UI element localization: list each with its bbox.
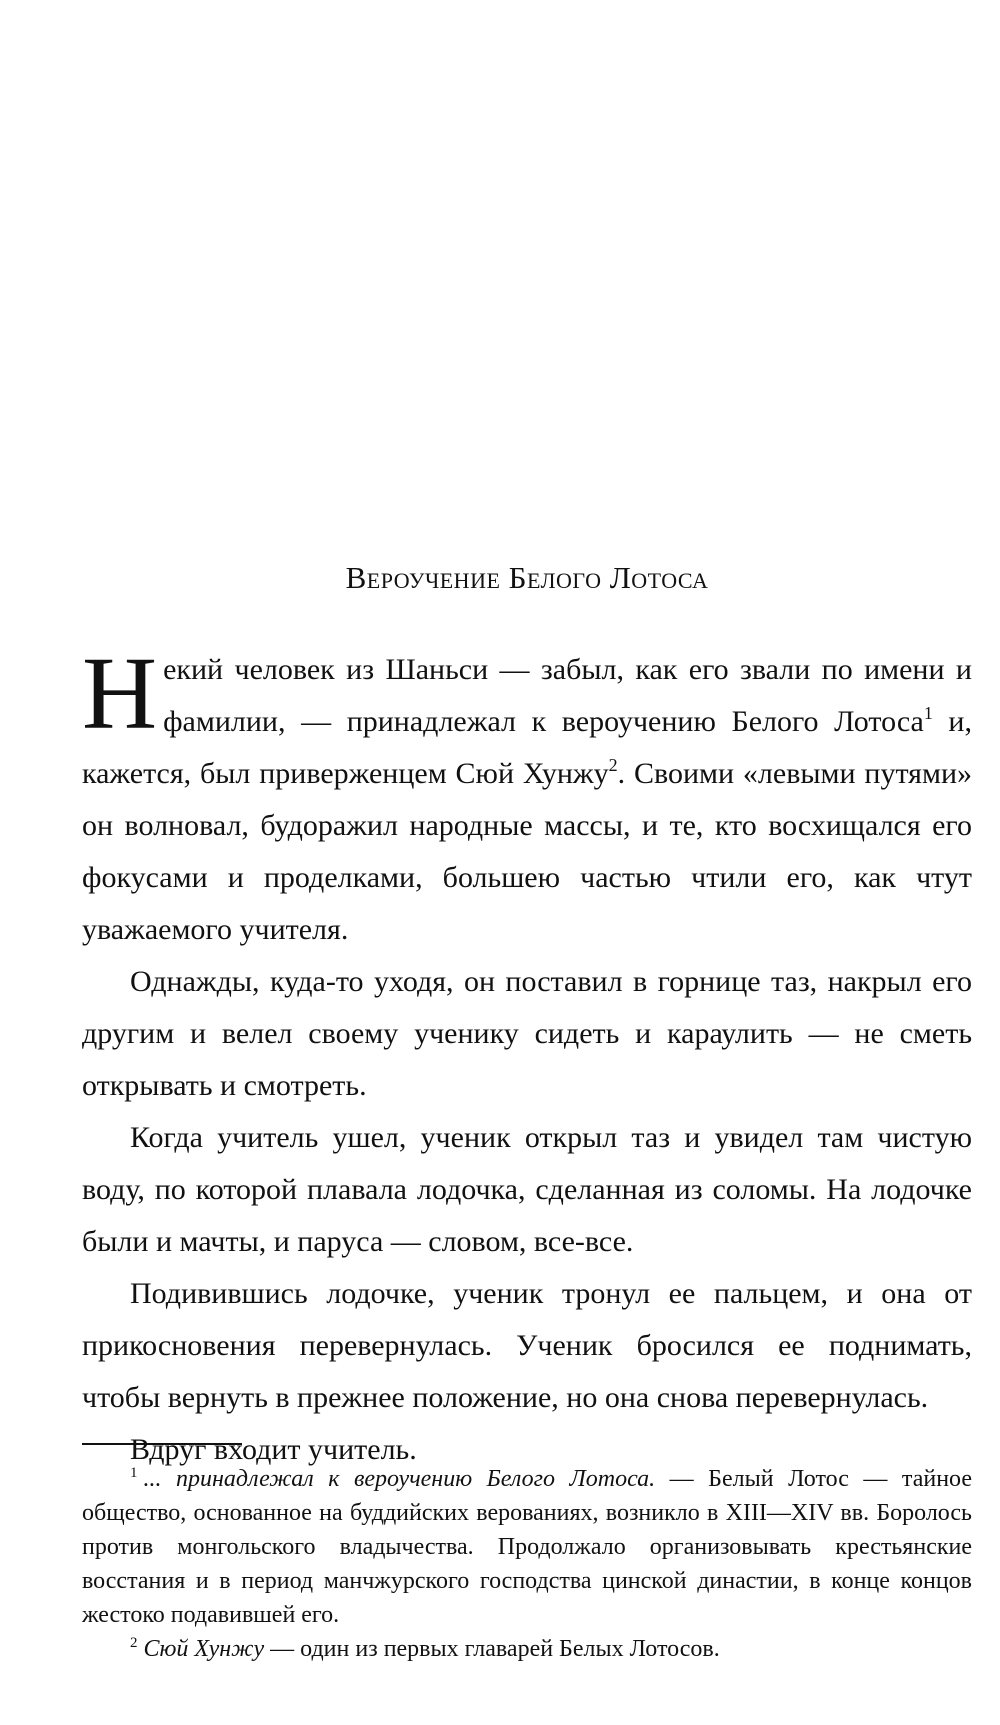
chapter-title: Вероучение Белого Лотоса — [345, 560, 709, 595]
paragraph-1-part-c: . Своими «левыми путями» он волновал, будоражил народные массы, и те, кто восхищался его фокусами и проделками, большею частью чтили его, как чтут уважаемого учителя. — [82, 757, 972, 946]
footnote-2-mark: 2 — [130, 1635, 138, 1651]
footnote-divider — [82, 1443, 242, 1445]
paragraph-3: Когда учитель ушел, ученик открыл таз и увидел там чистую воду, по которой плавала лодочка, сделанная из соломы. На лодочке были и мачты, и паруса — словом, все-все. — [82, 1121, 972, 1258]
footnote-ref-1[interactable]: 1 — [923, 703, 933, 723]
drop-cap: Н — [82, 636, 158, 751]
paragraph-2: Однажды, куда-то уходя, он поставил в горнице таз, накрыл его другим и велел своему ученику сидеть и караулить — не сметь открывать и смотреть. — [82, 965, 972, 1102]
footnote-1-quote: ... принадлежал к вероучению Белого Лотоса. — [143, 1466, 656, 1492]
footnote-2 — [82, 1632, 972, 1666]
paragraph-4: Подивившись лодочке, ученик тронул ее пальцем, и она от прикосновения перевернулась. Ученик бросился ее поднимать, чтобы вернуть в прежнее положение, но она снова перевернулась. — [82, 1277, 972, 1414]
paragraph-5: Вдруг входит учитель. — [130, 1433, 417, 1466]
footnote-ref-2[interactable]: 2 — [608, 755, 618, 775]
book-page — [82, 0, 972, 1725]
footnote-1-text: — Белый Лотос — тайное общество, основанное на буддийских верованиях, возникло в XIII—XIV вв. Боролось против монгольского владычества. Продолжало организовывать крестьянские восстания и в период манчжурского господства цинской династии, в конце концов жестоко подавившей его. — [82, 1466, 972, 1628]
paragraph-1-part-a: екий человек из Шаньси — забыл, как его звали по имени и фамилии, — принадлежал к вероучению Белого Лотоса — [163, 653, 972, 738]
main-text — [82, 636, 972, 1476]
paragraph-1-part-b: и, кажется, был приверженцем Сюй Хунжу — [82, 705, 972, 790]
footnote-2-text: — один из первых главарей Белых Лотосов. — [264, 1636, 720, 1662]
paragraph-1 — [82, 636, 972, 956]
footnote-1 — [82, 1462, 972, 1632]
footnotes — [82, 1462, 972, 1666]
footnote-1-mark: 1 — [130, 1465, 138, 1481]
footnote-2-term: Сюй Хунжу — [143, 1636, 265, 1662]
